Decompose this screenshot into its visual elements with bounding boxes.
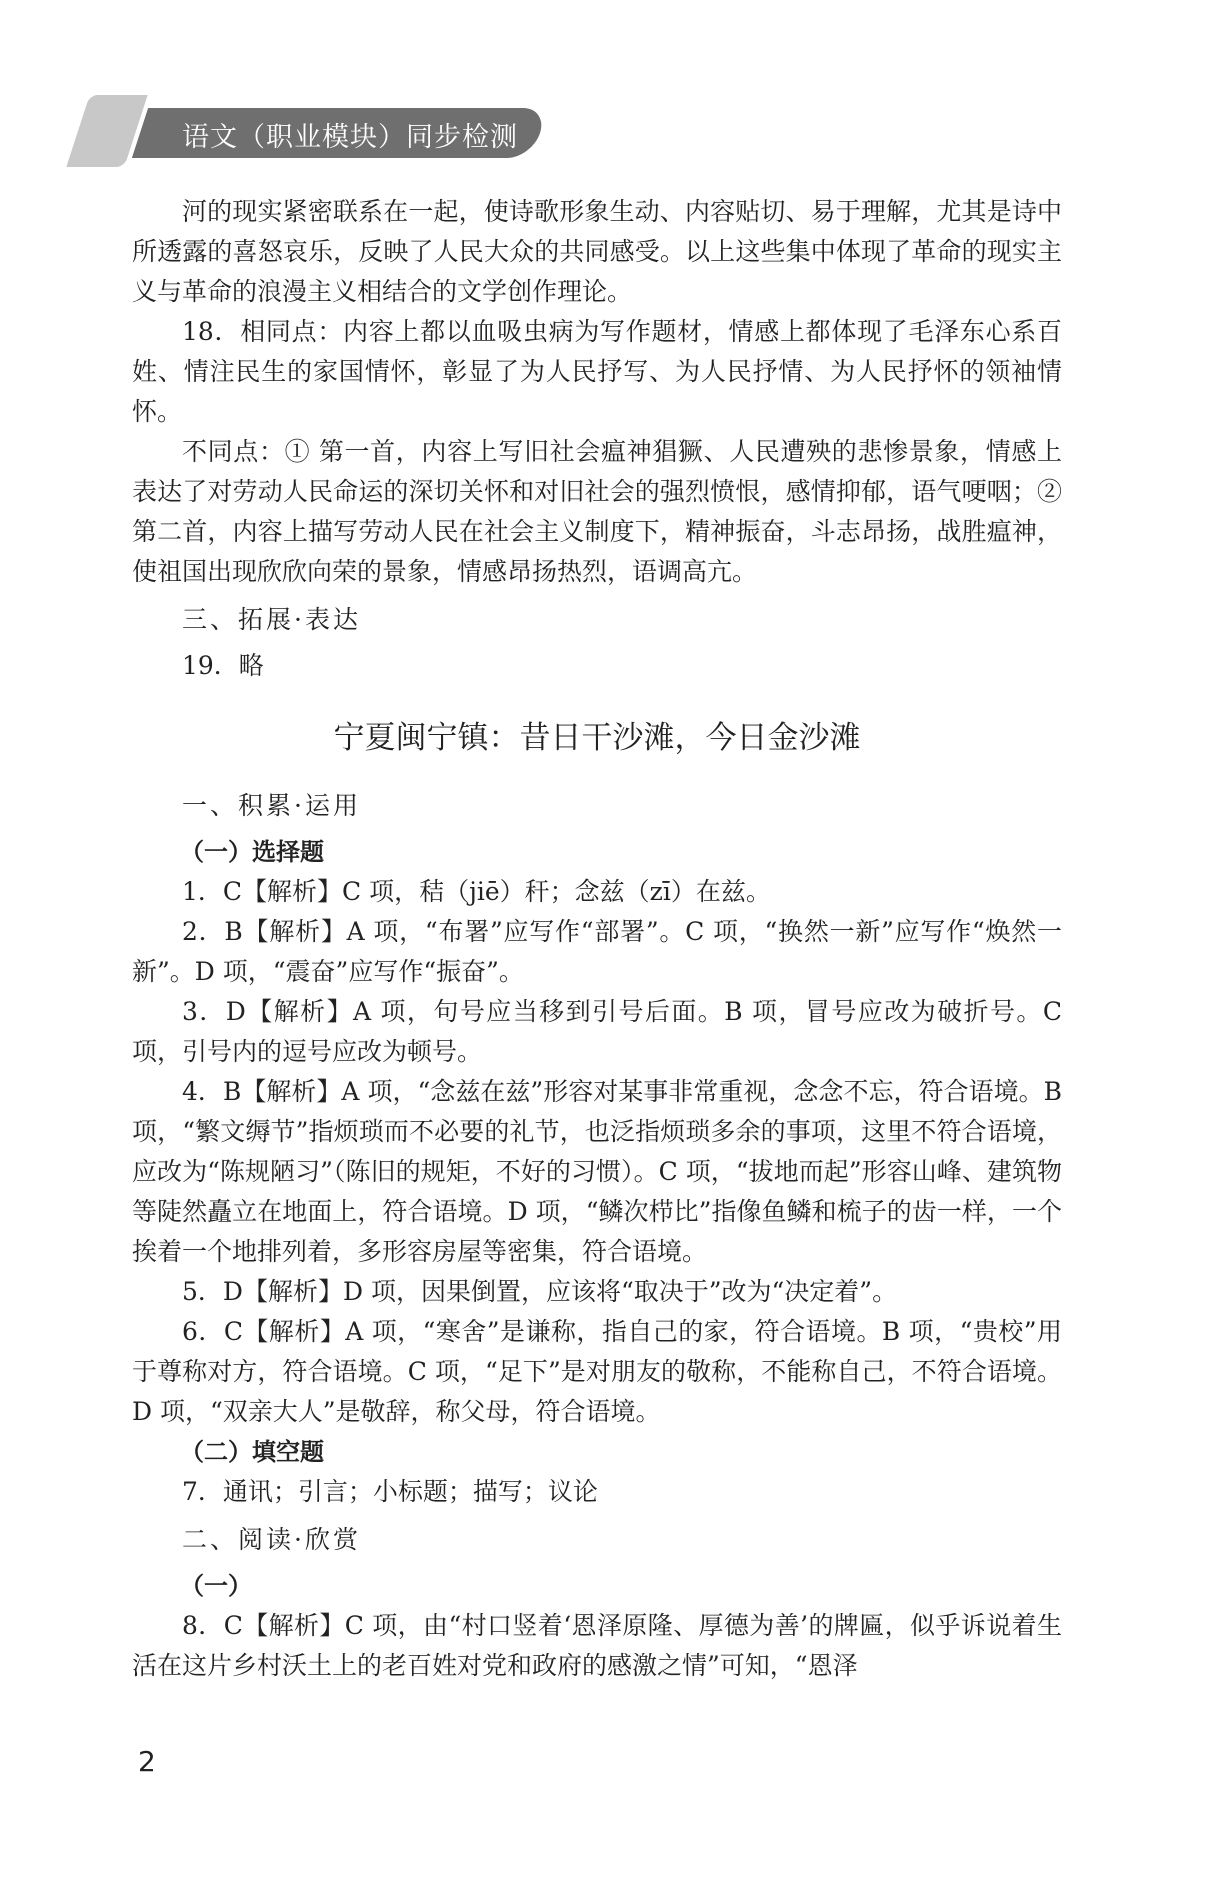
paragraph: 18．相同点：内容上都以血吸虫病为写作题材，情感上都体现了毛泽东心系百姓、情注民生的家国情怀，彰显了为人民抒写、为人民抒情、为人民抒怀的领袖情怀。	[132, 317, 1062, 426]
paragraph: 6．C【解析】A 项，“寒舍”是谦称，指自己的家，符合语境。B 项，“贵校”用于尊称对方，符合语境。C 项，“足下”是对朋友的敬称，不能称自己，不符合语境。D 项，“双亲大人”是敬辞，称父母，符合语境。	[132, 1317, 1062, 1426]
page-content	[132, 192, 1062, 1686]
paragraph: 1．C【解析】C 项，秸（jiē）秆；念兹（zī）在兹。	[182, 877, 771, 906]
paragraph: 不同点：① 第一首，内容上写旧社会瘟神猖獗、人民遭殃的悲惨景象，情感上表达了对劳动人民命运的深切关怀和对旧社会的强烈愤恨，感情抑郁，语气哽咽；② 第二首，内容上描写劳动人民在社会主义制度下，精神振奋，斗志昂扬，战胜瘟神，使祖国出现欣欣向荣的景象，情感昂扬热烈，语调高亢。	[132, 437, 1062, 586]
paragraph: 3．D【解析】A 项，句号应当移到引号后面。B 项，冒号应改为破折号。C 项，引号内的逗号应改为顿号。	[132, 997, 1062, 1066]
paragraph: 19．略	[182, 651, 264, 680]
subsection-heading: （二）填空题	[180, 1438, 324, 1466]
article-title: 宁夏闽宁镇：昔日干沙滩，今日金沙滩	[333, 720, 861, 756]
section-heading: 一、积累·运用	[182, 791, 361, 820]
page-header	[0, 95, 560, 167]
paragraph: 4．B【解析】A 项，“念兹在兹”形容对某事非常重视，念念不忘，符合语境。B 项，“繁文缛节”指烦琐而不必要的礼节，也泛指烦琐多余的事项，这里不符合语境，应改为“陈规陋习”（陈旧的规矩，不好的习惯）。C 项，“拔地而起”形容山峰、建筑物等陡然矗立在地面上，符合语境。D 项，“鳞次栉比”指像鱼鳞和梳子的齿一样，一个挨着一个地排列着，多形容房屋等密集，符合语境。	[132, 1077, 1062, 1266]
header-title: 语文（职业模块）同步检测	[182, 122, 518, 153]
paragraph: 2．B【解析】A 项，“布署”应写作“部署”。C 项，“换然一新”应写作“焕然一新”。D 项，“震奋”应写作“振奋”。	[132, 917, 1062, 986]
page-number: 2	[138, 1745, 156, 1778]
paragraph: 河的现实紧密联系在一起，使诗歌形象生动、内容贴切、易于理解，尤其是诗中所透露的喜怒哀乐，反映了人民大众的共同感受。以上这些集中体现了革命的现实主义与革命的浪漫主义相结合的文学创作理论。	[132, 197, 1062, 306]
paragraph: 5．D【解析】D 项，因果倒置，应该将“取决于”改为“决定着”。	[182, 1277, 898, 1306]
paragraph: 7．通讯；引言；小标题；描写；议论	[182, 1477, 598, 1506]
subsection-heading: （一）	[180, 1572, 252, 1600]
section-heading: 三、拓展·表达	[182, 605, 361, 634]
subsection-heading: （一）选择题	[180, 838, 324, 866]
paragraph: 8．C【解析】C 项，由“村口竖着‘恩泽原隆、厚德为善’的牌匾，似乎诉说着生活在这片乡村沃土上的老百姓对党和政府的感激之情”可知，“恩泽	[132, 1611, 1062, 1680]
section-heading: 二、阅读·欣赏	[182, 1525, 361, 1554]
